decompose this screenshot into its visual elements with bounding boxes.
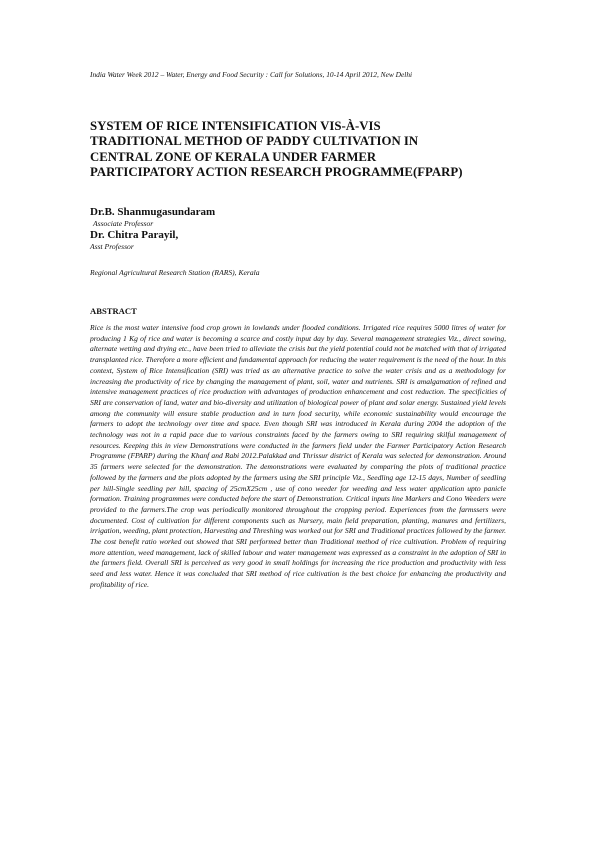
title-line: PARTICIPATORY ACTION RESEARCH PROGRAMME(FPARP)	[90, 165, 463, 180]
abstract-heading: ABSTRACT	[90, 306, 137, 316]
title-line: SYSTEM OF RICE INTENSIFICATION VIS-À-VIS	[90, 119, 381, 133]
paper-title	[90, 119, 530, 181]
author-block	[90, 206, 490, 252]
abstract-text: Rice is the most water intensive food crop grown in lowlands under flooded conditions. Irrigated rice requires 5000 litres of water for producing 1 Kg of rice and water is becoming a scarce and costly input day by day. Several management strategies Viz., direct sowing, alternate wetting and drying etc., have been tried to alleviate the crisis but the yield potential could not be matched with that of irrigated transplanted rice. Therefore a more efficient and fundamental approach for reducing the water requirement is the need of the hour. In this context, System of Rice Intensification (SRI) was tried as an alternative practice to solve the water crisis and as a methodology for increasing the productivity of rice by changing the management of plant, soil, water and nutrients. SRI is amalgamation of refined and intensive management practices of rice production with advantages of production enhancement and cost reduction. The specificities of SRI are conservation of land, water and bio-diversity and utilization of biological power of plant and solar energy. Sustained yield levels among the community will ensure stable production and in turn food security, while economic sustainability would encourage the farmers to adopt the technology over time and space. Even though SRI was introduced in Kerala during 2004 the adoption of the technology was not in a rapid pace due to various constraints faced by the farmers owing to SRI requiring skilful management of resources. Keeping this in view Demonstrations were conducted in the farmers field under the Farmer Participatory Action Research Programme (FPARP) during the Khanf and Rabi 2012.Palakkad and Thrissur district of Kerala was selected for demonstration. Around 35 farmers were selected for the demonstration. The demonstrations were evaluated by comparing the plots of traditional practice followed by the farmers and the plots adopted by the farmers using the SRI principle Viz., Seedling age 12-15 days, Number of seedling per hill-Single seedling per hill, spacing of 25cmX25cm , use of cono weeder for weeding and less water application upto panicle formation. Training programmes were conducted before the start of Demonstration. Critical inputs line Markers and Cono Weeders were provided to the farmers.The crop was periodically monitored throughout the cropping period. Experiences from the farmssers were documented. Cost of cultivation for different components such as Nursery, main field preparation, planting, manures and fertilizers, irrigation, weeding, plant protection, Harvesting and Threshing was worked out for SRI and Traditional practices followed by the farmer. The cost benefit ratio worked out showed that SRI performed better than Traditional method of rice cultivation. Problem of requiring more attention, weed management, lack of skilled labour and water management was expressed as a constraint in the adoption of SRI in the farmers field. Overall SRI is perceived as very good in small holdings for increasing the rice production and productivity with less seed and less water. Hence it was concluded that SRI method of rice cultivation is the best choice for enhancing the productivity and profitability of rice.	[90, 323, 506, 589]
author-role: Associate Professor	[93, 219, 154, 228]
running-header: India Water Week 2012 – Water, Energy and Food Security : Call for Solutions, 10-14 April 2012, New Delhi	[90, 70, 413, 79]
title-line: TRADITIONAL METHOD OF PADDY CULTIVATION IN	[90, 134, 419, 149]
author-name: Dr. Chitra Parayil,	[90, 229, 179, 241]
affiliation: Regional Agricultural Research Station (RARS), Kerala	[90, 268, 260, 277]
title-line: CENTRAL ZONE OF KERALA UNDER FARMER	[90, 149, 377, 164]
author-name: Dr.B. Shanmugasundaram	[90, 206, 216, 218]
author-role: Asst Professor	[90, 242, 134, 251]
